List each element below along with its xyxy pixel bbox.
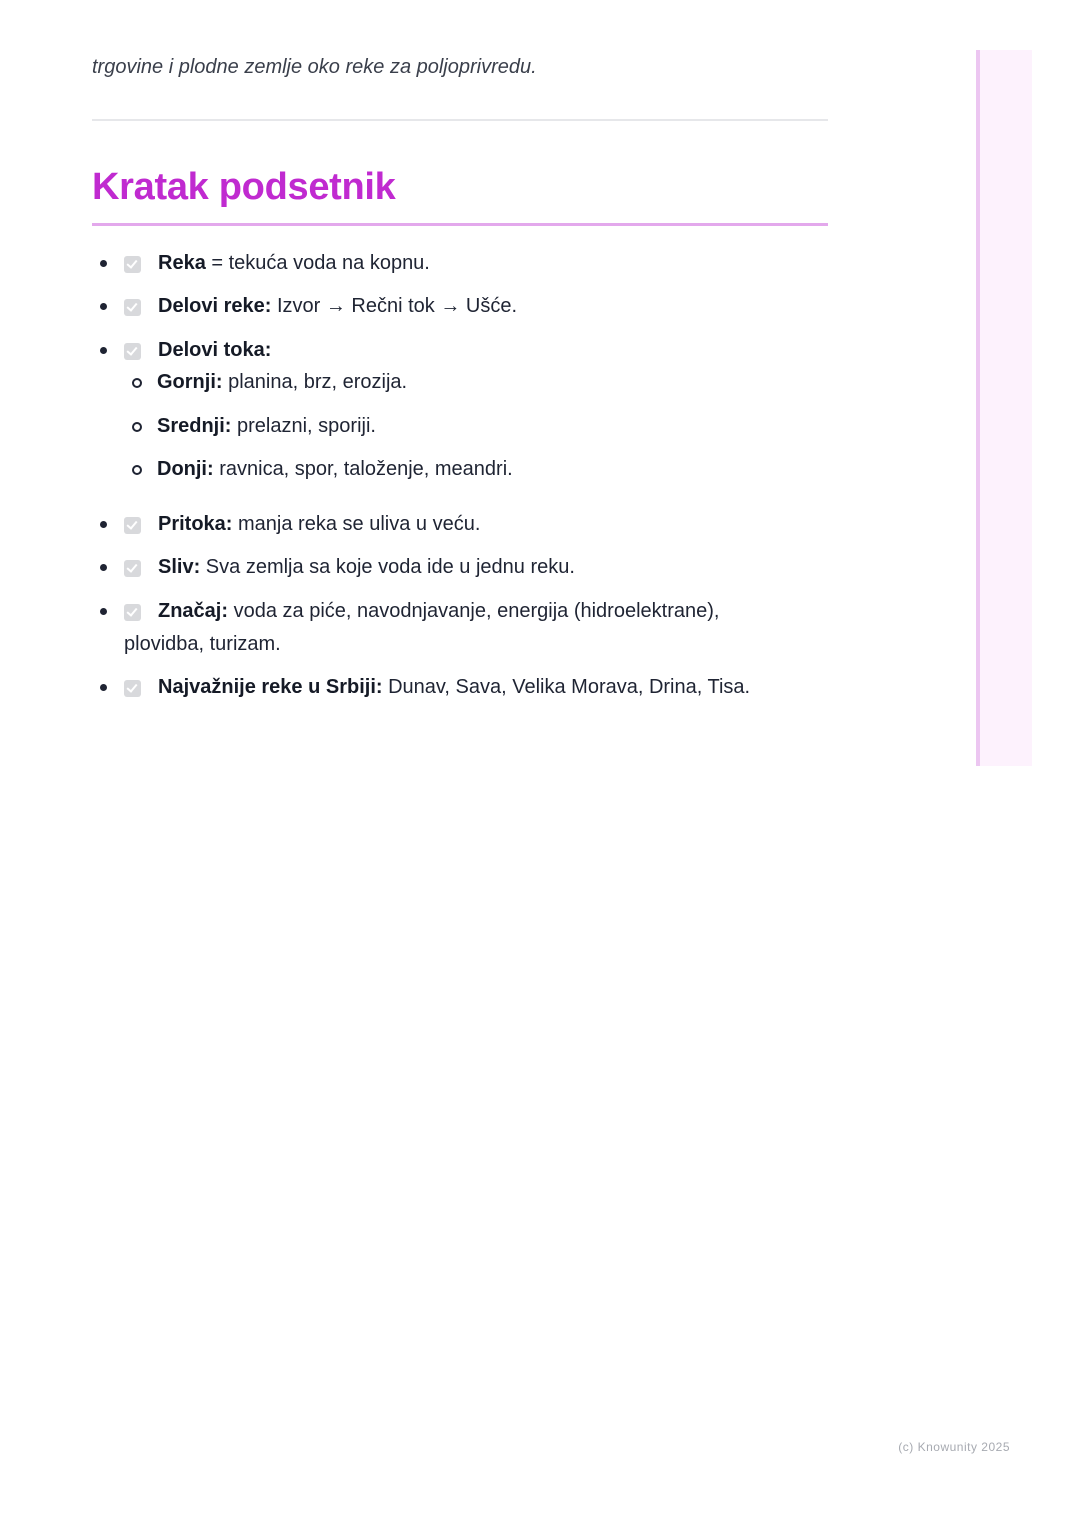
intro-line: trgovine i plodne zemlje oko reke za poljoprivredu. bbox=[92, 56, 537, 78]
sub-list-item-text: Donji: ravnica, spor, taloženje, meandri. bbox=[157, 458, 513, 480]
bullet bbox=[100, 608, 107, 615]
checkbox-checked-icon bbox=[124, 604, 141, 621]
list-item-text: Sliv: Sva zemlja sa koje voda ide u jednu reku. bbox=[158, 556, 575, 578]
checkbox-checked-icon bbox=[124, 256, 141, 273]
title-underline bbox=[92, 223, 828, 226]
checkbox-checked-icon bbox=[124, 560, 141, 577]
bullet bbox=[100, 521, 107, 528]
sub-bullet bbox=[132, 465, 142, 475]
checkbox-checked-icon bbox=[124, 680, 141, 697]
bullet bbox=[100, 260, 107, 267]
bullet bbox=[100, 303, 107, 310]
bullet bbox=[100, 564, 107, 571]
list-item-text: Delovi toka: bbox=[158, 339, 272, 361]
list-item-text-continued: plovidba, turizam. bbox=[124, 633, 281, 655]
bullet bbox=[100, 684, 107, 691]
checkbox-checked-icon bbox=[124, 299, 141, 316]
list-item-text: Najvažnije reke u Srbiji: Dunav, Sava, Velika Morava, Drina, Tisa. bbox=[158, 676, 751, 698]
list-item-text: Pritoka: manja reka se uliva u veću. bbox=[158, 513, 481, 535]
checkbox-checked-icon bbox=[124, 517, 141, 534]
list-item-text: Reka = tekuća voda na kopnu. bbox=[158, 252, 430, 274]
sub-list-item-text: Srednji: prelazni, sporiji. bbox=[157, 415, 376, 437]
sub-bullet bbox=[132, 378, 142, 388]
list-item-text: Delovi reke: Izvor → Rečni tok → Ušće. bbox=[158, 295, 518, 317]
sub-bullet bbox=[132, 422, 142, 432]
list-item-text: Značaj: voda za piće, navodnjavanje, energija (hidroelektrane), bbox=[158, 600, 720, 622]
side-panel bbox=[976, 50, 1032, 766]
sub-list-item-text: Gornji: planina, brz, erozija. bbox=[157, 371, 408, 393]
checkbox-checked-icon bbox=[124, 343, 141, 360]
copyright-footer: (c) Knowunity 2025 bbox=[898, 1440, 1010, 1454]
divider bbox=[92, 119, 828, 121]
section-title: Kratak podsetnik bbox=[92, 166, 396, 208]
bullet bbox=[100, 347, 107, 354]
